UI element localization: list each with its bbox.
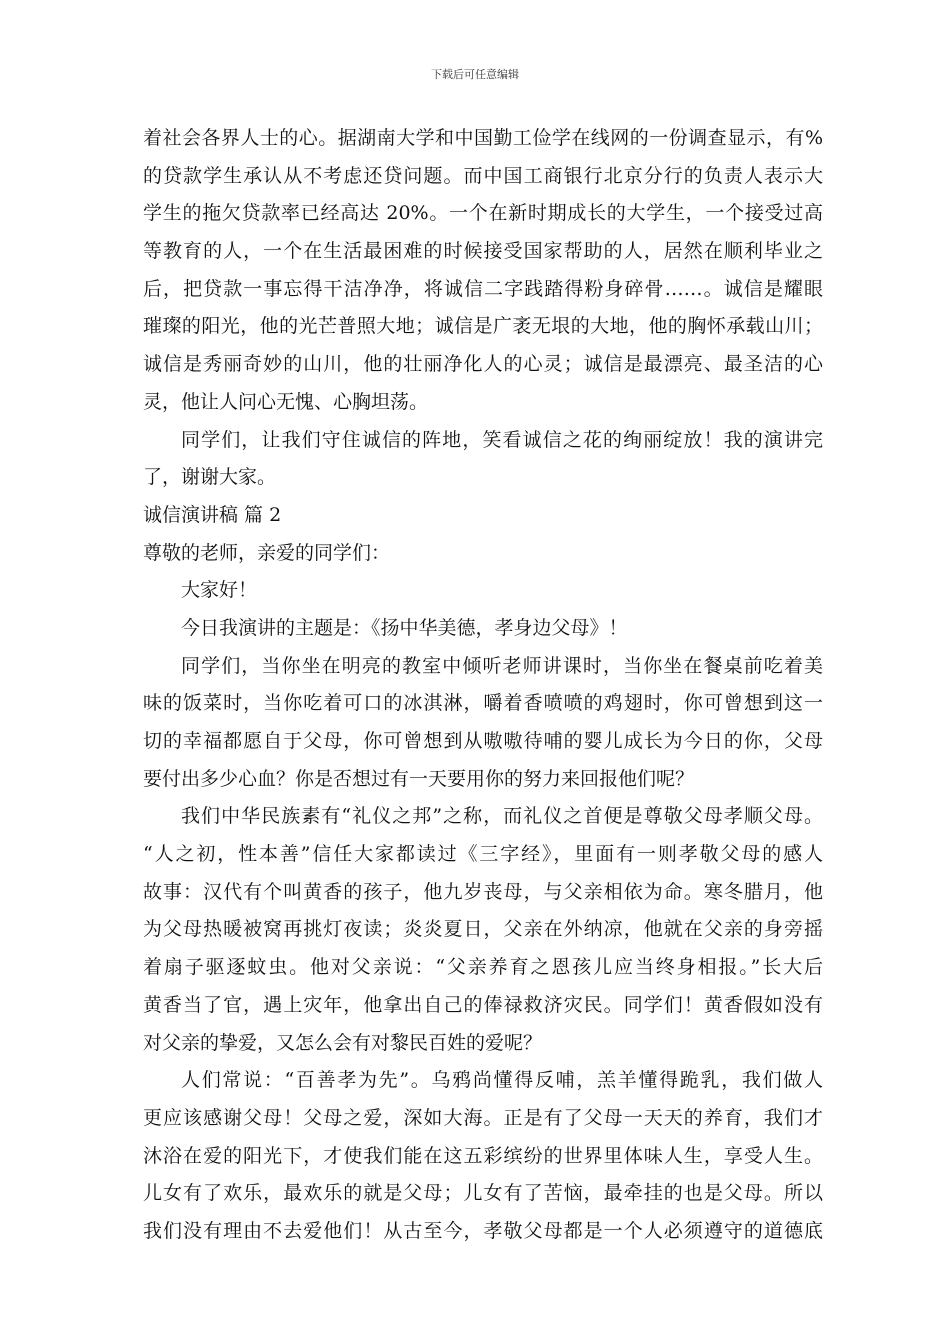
text-line: 沐浴在爱的阳光下，才使我们能在这五彩缤纷的世界里体味人生，享受人生。	[143, 1144, 823, 1167]
text-line: 对父亲的挚爱，又怎么会有对黎民百姓的爱呢？	[143, 1031, 543, 1054]
text-line: 为父母热暖被窝再挑灯夜读；炎炎夏日，父亲在外纳凉，他就在父亲的身旁摇	[143, 918, 823, 941]
text-line: 尊敬的老师，亲爱的同学们：	[143, 541, 391, 564]
text-line: 今日我演讲的主题是：《扬中华美德，孝身边父母》！	[181, 616, 628, 639]
text-line: 故事：汉代有个叫黄香的孩子，他九岁丧母，与父亲相依为命。寒冬腊月，他	[143, 880, 823, 903]
text-line: 同学们，当你坐在明亮的教室中倾听老师讲课时，当你坐在餐桌前吃着美	[181, 654, 823, 677]
document-body	[143, 120, 823, 1251]
text-line: 黄香当了官，遇上灾年，他拿出自己的俸禄救济灾民。同学们！黄香假如没有	[143, 993, 823, 1016]
text-line: 璀璨的阳光，他的光芒普照大地；诚信是广袤无垠的大地，他的胸怀承载山川；	[143, 315, 823, 338]
text-line: 灵，他让人问心无愧、心胸坦荡。	[143, 390, 429, 413]
text-line: 人们常说：“百善孝为先”。乌鸦尚懂得反哺，羔羊懂得跪乳，我们做人	[181, 1069, 823, 1092]
text-line: 的贷款学生承认从不考虑还贷问题。而中国工商银行北京分行的负责人表示大	[143, 164, 823, 187]
text-line: 等教育的人，一个在生活最困难的时候接受国家帮助的人，居然在顺利毕业之	[143, 240, 823, 263]
text-line: 我们中华民族素有“礼仪之邦”之称，而礼仪之首便是尊敬父母孝顺父母。	[181, 805, 823, 828]
page-header: 下载后可任意编辑	[431, 68, 519, 81]
text-line: 我们没有理由不去爱他们！从古至今，孝敬父母都是一个人必须遵守的道德底	[143, 1219, 823, 1242]
text-line: 诚信是秀丽奇妙的山川，他的壮丽净化人的心灵；诚信是最漂亮、最圣洁的心	[143, 353, 823, 376]
text-line: 更应该感谢父母！父母之爱，深如大海。正是有了父母一天天的养育，我们才	[143, 1106, 823, 1129]
text-line: 切的幸福都愿自于父母，你可曾想到从嗷嗷待哺的婴儿成长为今日的你，父母	[143, 730, 823, 752]
text-line: 儿女有了欢乐，最欢乐的就是父母；儿女有了苦恼，最牵挂的也是父母。所以	[143, 1182, 823, 1205]
text-line: 了，谢谢大家。	[143, 466, 277, 489]
text-line: 后，把贷款一事忘得干洁净净，将诚信二字践踏得粉身碎骨……。诚信是耀眼	[143, 277, 823, 300]
text-line: 味的饭菜时，当你吃着可口的冰淇淋，嚼着香喷喷的鸡翅时，你可曾想到这一	[143, 692, 823, 715]
text-line: “人之初，性本善”信任大家都读过《三字经》，里面有一则孝敬父母的感人	[143, 843, 823, 866]
text-line: 着社会各界人士的心。据湖南大学和中国勤工俭学在线网的一份调查显示，有%	[143, 127, 823, 149]
text-line: 同学们，让我们守住诚信的阵地，笑看诚信之花的绚丽绽放！我的演讲完	[181, 428, 823, 451]
text-line: 要付出多少心血？你是否想过有一天要用你的努力来回报他们呢？	[143, 767, 695, 790]
text-line: 诚信演讲稿 篇 2	[143, 503, 282, 526]
text-line: 着扇子驱逐蚊虫。他对父亲说：“父亲养育之恩孩儿应当终身相报。”长大后	[143, 956, 823, 979]
text-line: 学生的拖欠贷款率已经高达 20%。一个在新时期成长的大学生，一个接受过高	[143, 202, 823, 225]
text-line: 大家好！	[181, 579, 258, 602]
